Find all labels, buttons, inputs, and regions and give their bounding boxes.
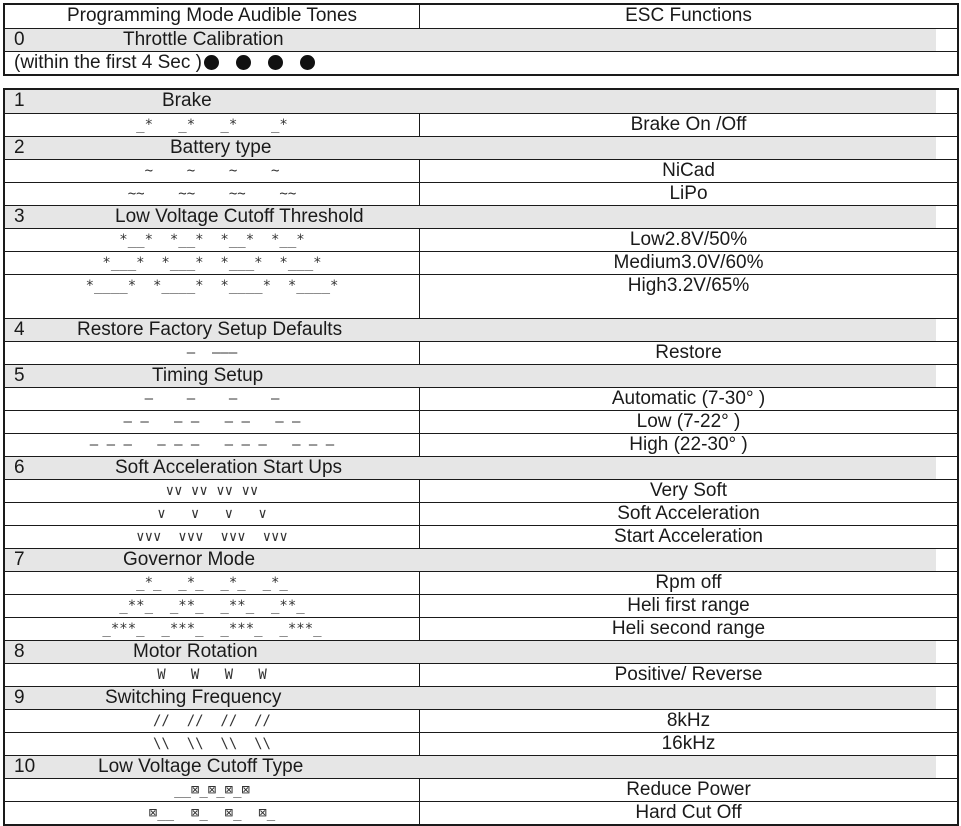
table-header-block [3, 3, 959, 76]
esc-function: Hard Cut Off [635, 802, 742, 823]
dot-icon [236, 55, 251, 70]
esc-function: High (22-30° ) [629, 434, 748, 455]
esc-function: Heli first range [627, 595, 750, 616]
section-row-3 [5, 205, 957, 228]
option-row [5, 617, 957, 640]
esc-function: Medium3.0V/60% [613, 252, 764, 273]
four-dots-icon [204, 52, 332, 74]
option-row [5, 663, 957, 686]
section-number: 4 [14, 319, 25, 340]
section-row-9 [5, 686, 957, 709]
section-title: Motor Rotation [133, 641, 258, 662]
option-row [5, 801, 957, 824]
option-row [5, 341, 957, 364]
section-number: 0 [14, 29, 25, 50]
header-functions: ESC Functions [625, 5, 752, 26]
table-main-block [3, 88, 959, 826]
tone-pattern: *____* *____* *____* *____* [85, 278, 339, 294]
esc-function: Rpm off [655, 572, 722, 593]
option-row [5, 387, 957, 410]
esc-function: NiCad [662, 160, 715, 181]
tone-pattern: *__* *__* *__* *__* [119, 232, 305, 248]
dot-icon [268, 55, 283, 70]
calibration-note: (within the first 4 Sec ) [14, 52, 202, 73]
tone-pattern: – – – – – – – – – – – – [89, 437, 335, 453]
tone-pattern: ∨ ∨ ∨ ∨ [157, 506, 267, 522]
section-row-0 [5, 28, 957, 51]
section-row-2 [5, 136, 957, 159]
tone-pattern: _*_ _*_ _*_ _*_ [136, 575, 288, 591]
option-row [5, 113, 957, 136]
header-tones: Programming Mode Audible Tones [5, 5, 420, 28]
option-row [5, 159, 957, 182]
tone-pattern: \\ \\ \\ \\ [152, 736, 271, 752]
section-title: Battery type [170, 137, 272, 158]
esc-function: Restore [655, 342, 722, 363]
section-row-1 [5, 90, 957, 113]
section-number: 8 [14, 641, 25, 662]
tone-pattern: _**_ _**_ _**_ _**_ [119, 598, 305, 614]
tone-pattern: _***_ _***_ _***_ _***_ [102, 621, 322, 637]
tone-pattern: ⊠__ ⊠_ ⊠_ ⊠_ [148, 805, 276, 821]
tone-pattern: ~~ ~~ ~~ ~~ [127, 186, 297, 202]
section-row-10 [5, 755, 957, 778]
section-number: 3 [14, 206, 25, 227]
esc-function: 16kHz [661, 733, 716, 754]
tone-pattern: __⊠_⊠_⊠_⊠ [174, 782, 250, 798]
section-title: Soft Acceleration Start Ups [115, 457, 343, 478]
tone-pattern: ∨∨∨ ∨∨∨ ∨∨∨ ∨∨∨ [136, 529, 288, 545]
tone-pattern: – – – – – – – – [123, 414, 301, 430]
esc-function: Start Acceleration [614, 526, 763, 547]
esc-function: Heli second range [611, 618, 766, 639]
option-row [5, 410, 957, 433]
section-title: Brake [162, 90, 212, 111]
section-title: Timing Setup [152, 365, 264, 386]
tone-pattern: ~ ~ ~ ~ [144, 163, 280, 179]
section-row-6 [5, 456, 957, 479]
option-row [5, 479, 957, 502]
option-row [5, 525, 957, 548]
section-number: 7 [14, 549, 25, 570]
section-row-5 [5, 364, 957, 387]
section-title: Low Voltage Cutoff Type [98, 756, 304, 777]
dot-icon [300, 55, 315, 70]
section-title: Low Voltage Cutoff Threshold [115, 206, 364, 227]
section-title: Restore Factory Setup Defaults [77, 319, 343, 340]
option-row [5, 594, 957, 617]
tone-pattern: ∨∨ ∨∨ ∨∨ ∨∨ [165, 483, 259, 499]
esc-function: Reduce Power [626, 779, 751, 800]
esc-function: Low2.8V/50% [629, 229, 748, 250]
section-row-8 [5, 640, 957, 663]
esc-function: Low (7-22° ) [636, 411, 741, 432]
option-row [5, 502, 957, 525]
section-row-4 [5, 318, 957, 341]
esc-function: LiPo [669, 183, 708, 204]
esc-function: 8kHz [666, 710, 711, 731]
section0-tone-row [5, 51, 957, 74]
esc-function: Very Soft [649, 480, 728, 501]
section-number: 9 [14, 687, 25, 708]
section-number: 2 [14, 137, 25, 158]
option-row [5, 732, 957, 755]
option-row [5, 709, 957, 732]
option-row [5, 433, 957, 456]
option-row [5, 571, 957, 594]
esc-function: Positive/ Reverse [614, 664, 763, 685]
esc-function: Soft Acceleration [617, 503, 760, 524]
section-number: 1 [14, 90, 25, 111]
section-title: Throttle Calibration [123, 29, 284, 50]
tone-pattern: — ——— [186, 345, 238, 361]
header-row [5, 5, 957, 28]
section-row-7 [5, 548, 957, 571]
option-row [5, 228, 957, 251]
esc-function: Brake On /Off [630, 114, 747, 135]
esc-function: Automatic (7-30° ) [611, 388, 766, 409]
section-number: 5 [14, 365, 25, 386]
section-title: Switching Frequency [105, 687, 282, 708]
section-number: 6 [14, 457, 25, 478]
esc-function: High3.2V/65% [627, 275, 750, 296]
tone-pattern: *___* *___* *___* *___* [102, 255, 322, 271]
dot-icon [204, 55, 219, 70]
tone-pattern: _* _* _* _* [136, 117, 288, 133]
option-row [5, 182, 957, 205]
section-title: Governor Mode [123, 549, 256, 570]
option-row [5, 778, 957, 801]
option-row [5, 274, 957, 318]
tone-pattern: W W W W [157, 667, 267, 683]
tone-pattern: // // // // [152, 713, 271, 729]
section-number: 10 [14, 756, 36, 777]
option-row [5, 251, 957, 274]
tone-pattern: – – – – [144, 391, 280, 407]
